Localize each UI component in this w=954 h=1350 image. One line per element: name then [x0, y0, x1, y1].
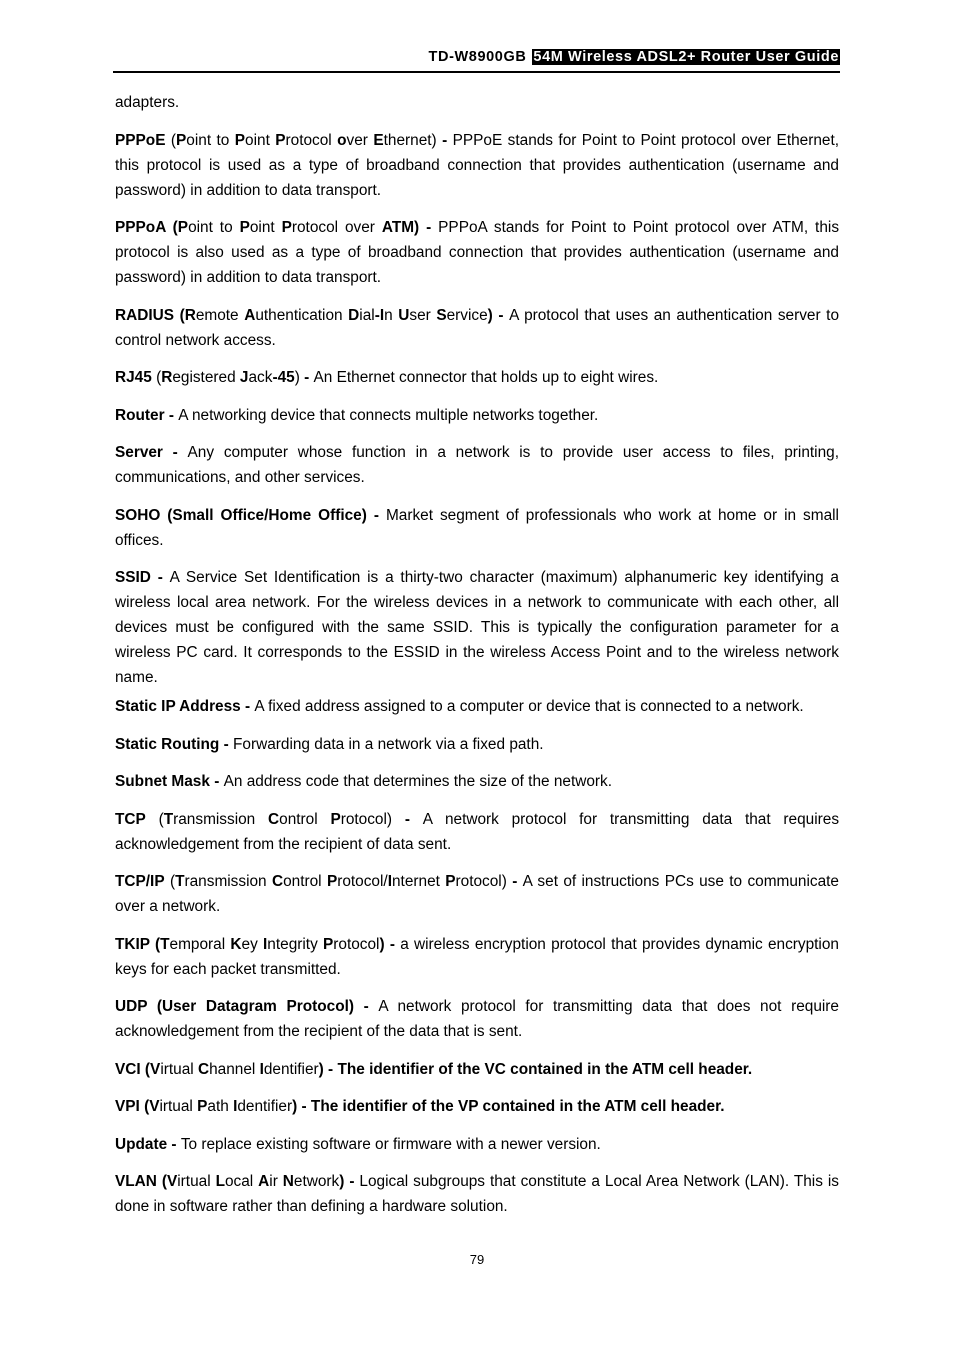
- term-label: Server -: [115, 444, 188, 461]
- term-label: RJ45: [115, 369, 152, 386]
- term-router: [115, 403, 839, 428]
- term-definition: A networking device that connects multiple networks together.: [178, 406, 599, 424]
- term-pppoe: PPPoE (Point to Point Protocol over Ethernet) - PPPoE stands for Point to Point protocol over Ethernet, this protocol is used as a type of broadband connection that provides authentication (username and password) in addition to data transport.: [115, 131, 840, 199]
- term-definition: ) - The identifier of the VP contained in the ATM cell header.: [292, 1098, 725, 1115]
- term-definition: Market segment of professionals who work at home or in small offices.: [115, 506, 839, 549]
- term-label: TCP/IP: [115, 873, 165, 890]
- term-label: RADIUS (R: [115, 306, 196, 324]
- term-definition: a wireless encryption protocol that provides dynamic encryption keys for each packet transmitted.: [115, 935, 839, 978]
- term-definition: An address code that determines the size of the network.: [223, 773, 613, 790]
- term-label: Static Routing -: [115, 735, 233, 753]
- term-definition: A network protocol for transmitting data that requires acknowledgement from the recipient of data sent.: [115, 810, 840, 853]
- term-label: TKIP (T: [115, 935, 170, 953]
- term-label: PPPoA (P: [115, 219, 189, 236]
- header-guide-title: 54M Wireless ADSL2+ Router User Guide: [533, 49, 839, 65]
- term-definition: A fixed address assigned to a computer or device that is connected to a network.: [254, 698, 804, 715]
- term-definition: ) - The identifier of the VC contained in the ATM cell header.: [318, 1060, 753, 1078]
- intro-text: adapters.: [115, 94, 180, 111]
- term-static-routing: [115, 732, 839, 757]
- term-definition: A network protocol for transmitting data that does not require acknowledgement from the recipient of the data that is sent.: [115, 998, 839, 1040]
- term-definition: Any computer whose function in a network is to provide user access to files, printing, communications, and other services.: [115, 444, 839, 486]
- term-tcp: TCP (Transmission Control Protocol) - A network protocol for transmitting data that requires acknowledgement from the recipient of data sent.: [115, 810, 840, 853]
- term-subnet-mask: [115, 769, 839, 794]
- term-vci: VCI (Virtual Channel Identifier) - The identifier of the VC contained in the ATM cell header.: [115, 1060, 753, 1078]
- term-definition: PPPoA stands for Point to Point protocol over ATM, this protocol is also used as a type of broadband connection that provides authentication (username and password) in addition to data transport.: [115, 219, 840, 286]
- term-label: SOHO (Small Office/Home Office) -: [115, 506, 386, 524]
- glossary-body: [115, 90, 839, 1232]
- term-label: Update -: [115, 1135, 181, 1153]
- term-label: PPPoE: [115, 131, 166, 149]
- term-label: VCI (V: [115, 1060, 161, 1078]
- term-definition: An Ethernet connector that holds up to eight wires.: [313, 369, 659, 386]
- term-label: UDP (User Datagram Protocol) -: [115, 998, 379, 1015]
- term-label: Subnet Mask -: [115, 773, 224, 790]
- header-model: TD-W8900GB: [428, 49, 527, 65]
- term-definition: A set of instructions PCs use to communicate over a network.: [115, 873, 839, 915]
- term-label: VLAN (V: [115, 1173, 178, 1190]
- term-label: Static IP Address -: [115, 698, 255, 715]
- term-tcpip: TCP/IP (Transmission Control Protocol/Internet Protocol) - A set of instructions PCs use to communicate over a network.: [115, 873, 839, 915]
- term-definition: PPPoE stands for Point to Point protocol over Ethernet, this protocol is used as a type of broadband connection that provides authentication (username and password) in addition to data transport.: [115, 131, 840, 199]
- term-definition: A protocol that uses an authentication server to control network access.: [115, 306, 839, 349]
- term-label: Router -: [115, 406, 179, 424]
- term-update: [115, 1132, 839, 1157]
- term-vpi: VPI (Virtual Path Identifier) - The identifier of the VP contained in the ATM cell header.: [115, 1098, 725, 1115]
- term-static-ip: [115, 694, 839, 719]
- term-definition: To replace existing software or firmware with a newer version.: [180, 1135, 601, 1153]
- term-label: TCP: [115, 810, 146, 828]
- page-header: [113, 49, 840, 73]
- term-pppoa: PPPoA (Point to Point Protocol over ATM) - PPPoA stands for Point to Point protocol over ATM, this protocol is also used as a type of broadband connection that provides authentication (username and password) in addition to data transport.: [115, 219, 840, 286]
- term-rj45: RJ45 (Registered Jack-45) - An Ethernet connector that holds up to eight wires.: [115, 369, 659, 386]
- term-label: VPI (V: [115, 1098, 160, 1115]
- term-vlan: VLAN (Virtual Local Air Network) - Logical subgroups that constitute a Local Area Network (LAN). This is done in software rather than defining a hardware solution.: [115, 1173, 839, 1215]
- term-label: SSID -: [115, 569, 170, 586]
- term-definition: Forwarding data in a network via a fixed path.: [233, 735, 544, 753]
- term-tkip: TKIP (Temporal Key Integrity Protocol) - a wireless encryption protocol that provides dynamic encryption keys for each packet transmitted.: [115, 935, 839, 978]
- term-ssid: [115, 565, 839, 690]
- term-soho: [115, 503, 839, 553]
- term-udp: [115, 994, 839, 1044]
- term-definition: A Service Set Identification is a thirty-two character (maximum) alphanumeric key identifying a wireless local area network. For the wireless devices in a network to communicate with each other, all devices must be configured with the same SSID. This is typically the configuration parameter for a wireless PC card. It corresponds to the ESSID in the wireless Access Point and to the wireless network name.: [115, 569, 839, 686]
- term-radius: RADIUS (Remote Authentication Dial-In User Service) - A protocol that uses an authentication server to control network access.: [115, 306, 839, 349]
- page-number: 79: [469, 1252, 485, 1267]
- term-server: [115, 440, 839, 490]
- term-definition: Logical subgroups that constitute a Local Area Network (LAN). This is done in software rather than defining a hardware solution.: [115, 1173, 839, 1215]
